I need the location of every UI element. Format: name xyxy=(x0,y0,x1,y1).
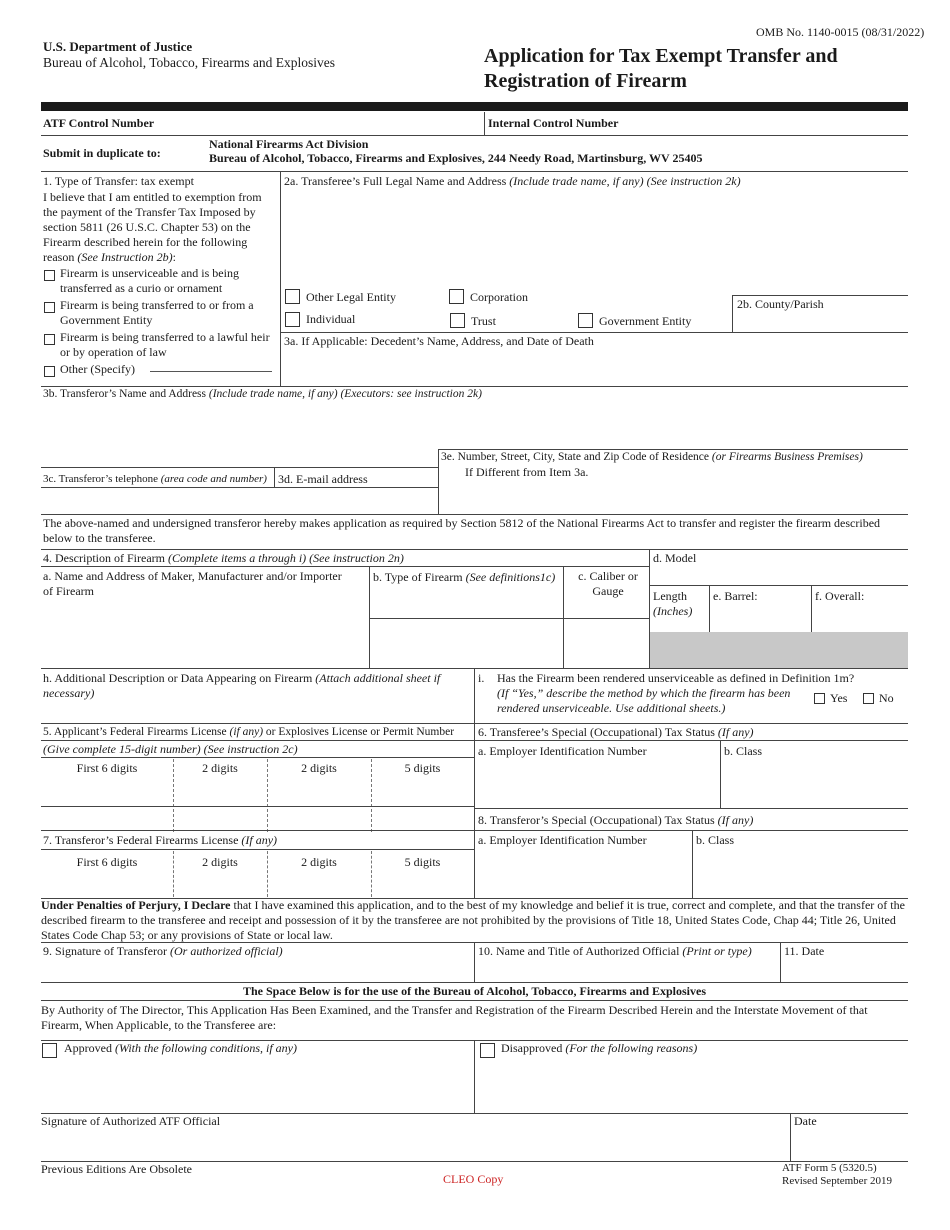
item1-title: 1. Type of Transfer: tax exempt xyxy=(43,174,194,188)
item6-label: 6. Transferee’s Special (Occupational) Tax Status (If any) xyxy=(478,725,754,739)
model-label: d. Model xyxy=(653,551,697,565)
no-label: No xyxy=(879,691,894,705)
item3e-label: 3e. Number, Street, City, State and Zip Code of Residence (or Firearms Business Premises) xyxy=(441,451,863,463)
item4i-note: (If “Yes,” describe the method by which the firearm has been rendered unserviceable. Use additional sheets.) xyxy=(497,686,791,715)
trust-checkbox[interactable] xyxy=(450,313,465,328)
county-parish-label: 2b. County/Parish xyxy=(737,297,824,311)
atf-official-signature-label: Signature of Authorized ATF Official xyxy=(41,1114,221,1128)
obsolete-note: Previous Editions Are Obsolete xyxy=(41,1162,192,1176)
divider xyxy=(369,566,370,668)
divider xyxy=(280,171,281,386)
ffl5-entry-line[interactable] xyxy=(41,806,474,807)
firearm-type-label: b. Type of Firearm (See definitions1c) xyxy=(373,570,556,584)
divider xyxy=(41,514,908,515)
overall-label: f. Overall: xyxy=(815,589,865,603)
item8-label: 8. Transferor’s Special (Occupational) Tax Status (If any) xyxy=(478,813,754,827)
divider xyxy=(474,668,475,723)
divider xyxy=(709,585,710,632)
divider xyxy=(41,467,438,468)
disapproved-label: Disapproved (For the following reasons) xyxy=(501,1041,698,1055)
item5-sub: (Give complete 15-digit number) (See instruction 2c) xyxy=(43,742,298,756)
divider xyxy=(41,757,474,758)
submit-label: Submit in duplicate to: xyxy=(43,146,161,160)
divider xyxy=(267,759,268,832)
divider xyxy=(780,942,781,982)
item6-class-label: b. Class xyxy=(724,744,763,758)
item2a-label: 2a. Transferee’s Full Legal Name and Address (Include trade name, if any) (See instruction 2k) xyxy=(284,174,741,188)
heir-checkbox[interactable] xyxy=(44,334,55,345)
ffl7-col1: First 6 digits xyxy=(76,855,138,869)
divider xyxy=(563,566,564,668)
ffl5-col1: First 6 digits xyxy=(76,761,138,775)
ffl5-col4: 5 digits xyxy=(404,761,441,775)
item3e-line2: If Different from Item 3a. xyxy=(465,465,589,479)
omb-number: OMB No. 1140-0015 (08/31/2022) xyxy=(756,25,925,39)
divider xyxy=(41,740,908,741)
atf-use-heading: The Space Below is for the use of the Bureau of Alcohol, Tobacco, Firearms and Explosives xyxy=(242,984,707,998)
divider xyxy=(720,740,721,808)
divider xyxy=(173,851,174,897)
item10-label: 10. Name and Title of Authorized Official (Print or type) xyxy=(478,944,752,958)
item6-ein-label: a. Employer Identification Number xyxy=(478,744,647,758)
divider xyxy=(692,830,693,898)
divider xyxy=(41,566,649,567)
inches-label: (Inches) xyxy=(653,604,693,618)
item9-label: 9. Signature of Transferor (Or authorized official) xyxy=(43,944,283,958)
approved-checkbox[interactable] xyxy=(42,1043,57,1058)
unserviceable-checkbox[interactable] xyxy=(44,270,55,281)
yes-label: Yes xyxy=(830,691,848,705)
individual-checkbox[interactable] xyxy=(285,312,300,327)
perjury-statement: Under Penalties of Perjury, I Declare that I have examined this application, and to the best of my knowledge and belief it is true, correct and complete, and that the transfer of the described firearm to the transferee and receipt and possession of it by the transferee are not prohibited by the provisions of Title 18, United States Code, Chap 44; Title 26, United States Code Chap 53; or any provisions of State or local law. xyxy=(41,898,905,942)
ffl5-col3: 2 digits xyxy=(301,761,337,775)
ffl7-col4: 5 digits xyxy=(404,855,441,869)
individual-label: Individual xyxy=(306,312,356,326)
divider xyxy=(732,295,908,296)
divider xyxy=(371,759,372,832)
divider xyxy=(474,1040,475,1114)
divider xyxy=(474,942,475,982)
item5-label: 5. Applicant’s Federal Firearms License (if any) or Explosives License or Permit Number xyxy=(43,726,455,738)
atf-date-label: Date xyxy=(794,1114,817,1128)
approved-label: Approved (With the following conditions, if any) xyxy=(64,1041,297,1055)
divider xyxy=(41,135,908,136)
item4-label: 4. Description of Firearm (Complete items a through i) (See instruction 2n) xyxy=(43,551,404,565)
divider xyxy=(369,618,649,619)
divider xyxy=(484,112,485,136)
item11-label: 11. Date xyxy=(784,944,825,958)
disapproved-checkbox[interactable] xyxy=(480,1043,495,1058)
divider xyxy=(280,332,908,333)
government-label: Firearm is being transferred to or from a Government Entity xyxy=(60,298,254,327)
item4i-label: Has the Firearm been rendered unserviceable as defined in Definition 1m? xyxy=(497,671,855,685)
other-specify-line[interactable] xyxy=(150,371,272,372)
corporation-label: Corporation xyxy=(470,290,528,304)
item7-label: 7. Transferor’s Federal Firearms License (If any) xyxy=(43,833,278,847)
ffl5-col2: 2 digits xyxy=(202,761,238,775)
length-label: Length xyxy=(653,589,687,603)
atf-control-number-label: ATF Control Number xyxy=(43,116,155,130)
divider xyxy=(274,467,275,487)
other-legal-entity-label: Other Legal Entity xyxy=(306,290,396,304)
divider xyxy=(41,830,908,831)
other-checkbox[interactable] xyxy=(44,366,55,377)
other-label: Other (Specify) xyxy=(60,362,135,376)
divider xyxy=(811,585,812,632)
authority-text: By Authority of The Director, This Application Has Been Examined, and the Transfer and Registration of the Firearm Described Herein and the Interstate Movement of that Firearm, When Applicable, to the Transferee are: xyxy=(41,1003,868,1032)
divider xyxy=(41,487,438,488)
ffl7-col3: 2 digits xyxy=(301,855,337,869)
unserviceable-label: Firearm is unserviceable and is being transferred as a curio or ornament xyxy=(60,266,239,295)
divider xyxy=(41,171,908,172)
item3a-label: 3a. If Applicable: Decedent’s Name, Address, and Date of Death xyxy=(284,334,594,348)
divider xyxy=(474,723,475,898)
other-legal-entity-checkbox[interactable] xyxy=(285,289,300,304)
item1-text: I believe that I am entitled to exemption from the payment of the Transfer Tax Imposed by section 5811 (26 U.S.C. Chapter 53) on the Firearm described herein for the following reason (See Instruction 2b): xyxy=(43,190,262,264)
caliber-label: c. Caliber or Gauge xyxy=(578,569,638,598)
ffl7-col2: 2 digits xyxy=(202,855,238,869)
divider xyxy=(474,808,908,809)
divider xyxy=(41,849,474,850)
government-entity-label: Government Entity xyxy=(599,314,692,328)
item3b-label: 3b. Transferor’s Name and Address (Include trade name, if any) (Executors: see instruction 2k) xyxy=(43,388,482,400)
divider xyxy=(790,1113,791,1161)
nfa-address: Bureau of Alcohol, Tobacco, Firearms and Explosives, 244 Needy Road, Martinsburg, WV 25405 xyxy=(209,151,703,165)
barrel-label: e. Barrel: xyxy=(713,589,758,603)
item3c-label: 3c. Transferor’s telephone (area code and number) xyxy=(43,473,267,485)
nfa-division: National Firearms Act Division xyxy=(209,137,369,151)
divider xyxy=(267,851,268,897)
form-title-line1: Application for Tax Exempt Transfer and xyxy=(484,45,838,67)
divider xyxy=(438,449,439,514)
government-entity-checkbox[interactable] xyxy=(578,313,593,328)
divider xyxy=(649,585,908,586)
divider xyxy=(371,851,372,897)
internal-control-number-label: Internal Control Number xyxy=(488,116,619,130)
maker-label: a. Name and Address of Maker, Manufacturer and/or Importer of Firearm xyxy=(43,569,342,598)
divider xyxy=(41,549,908,550)
shaded-area xyxy=(650,632,908,668)
corporation-checkbox[interactable] xyxy=(449,289,464,304)
divider xyxy=(732,295,733,332)
agency-name: U.S. Department of Justice xyxy=(43,39,193,54)
divider xyxy=(173,759,174,832)
government-checkbox[interactable] xyxy=(44,302,55,313)
trust-label: Trust xyxy=(471,314,496,328)
header-rule xyxy=(41,102,908,111)
item8-class-label: b. Class xyxy=(696,833,735,847)
divider xyxy=(41,982,908,983)
unserviceable-yes-checkbox[interactable] xyxy=(814,693,825,704)
bureau-name: Bureau of Alcohol, Tobacco, Firearms and Explosives xyxy=(43,55,335,70)
divider xyxy=(41,1000,908,1001)
revised-date: Revised September 2019 xyxy=(782,1175,892,1187)
unserviceable-no-checkbox[interactable] xyxy=(863,693,874,704)
form-number: ATF Form 5 (5320.5) xyxy=(782,1162,877,1174)
declaration-text: The above-named and undersigned transferor hereby makes application as required by Section 5812 of the National Firearms Act to transfer and register the firearm described below to the transferee. xyxy=(43,516,881,545)
cleo-copy-label: CLEO Copy xyxy=(443,1172,504,1186)
heir-label: Firearm is being transferred to a lawful heir or by operation of law xyxy=(60,330,270,359)
item3d-label: 3d. E-mail address xyxy=(278,472,368,486)
item8-ein-label: a. Employer Identification Number xyxy=(478,833,647,847)
item4i-prefix: i. xyxy=(478,671,485,685)
item4h-label: h. Additional Description or Data Appearing on Firearm (Attach additional sheet if necessary) xyxy=(43,671,441,700)
form-title-line2: Registration of Firearm xyxy=(484,70,687,92)
